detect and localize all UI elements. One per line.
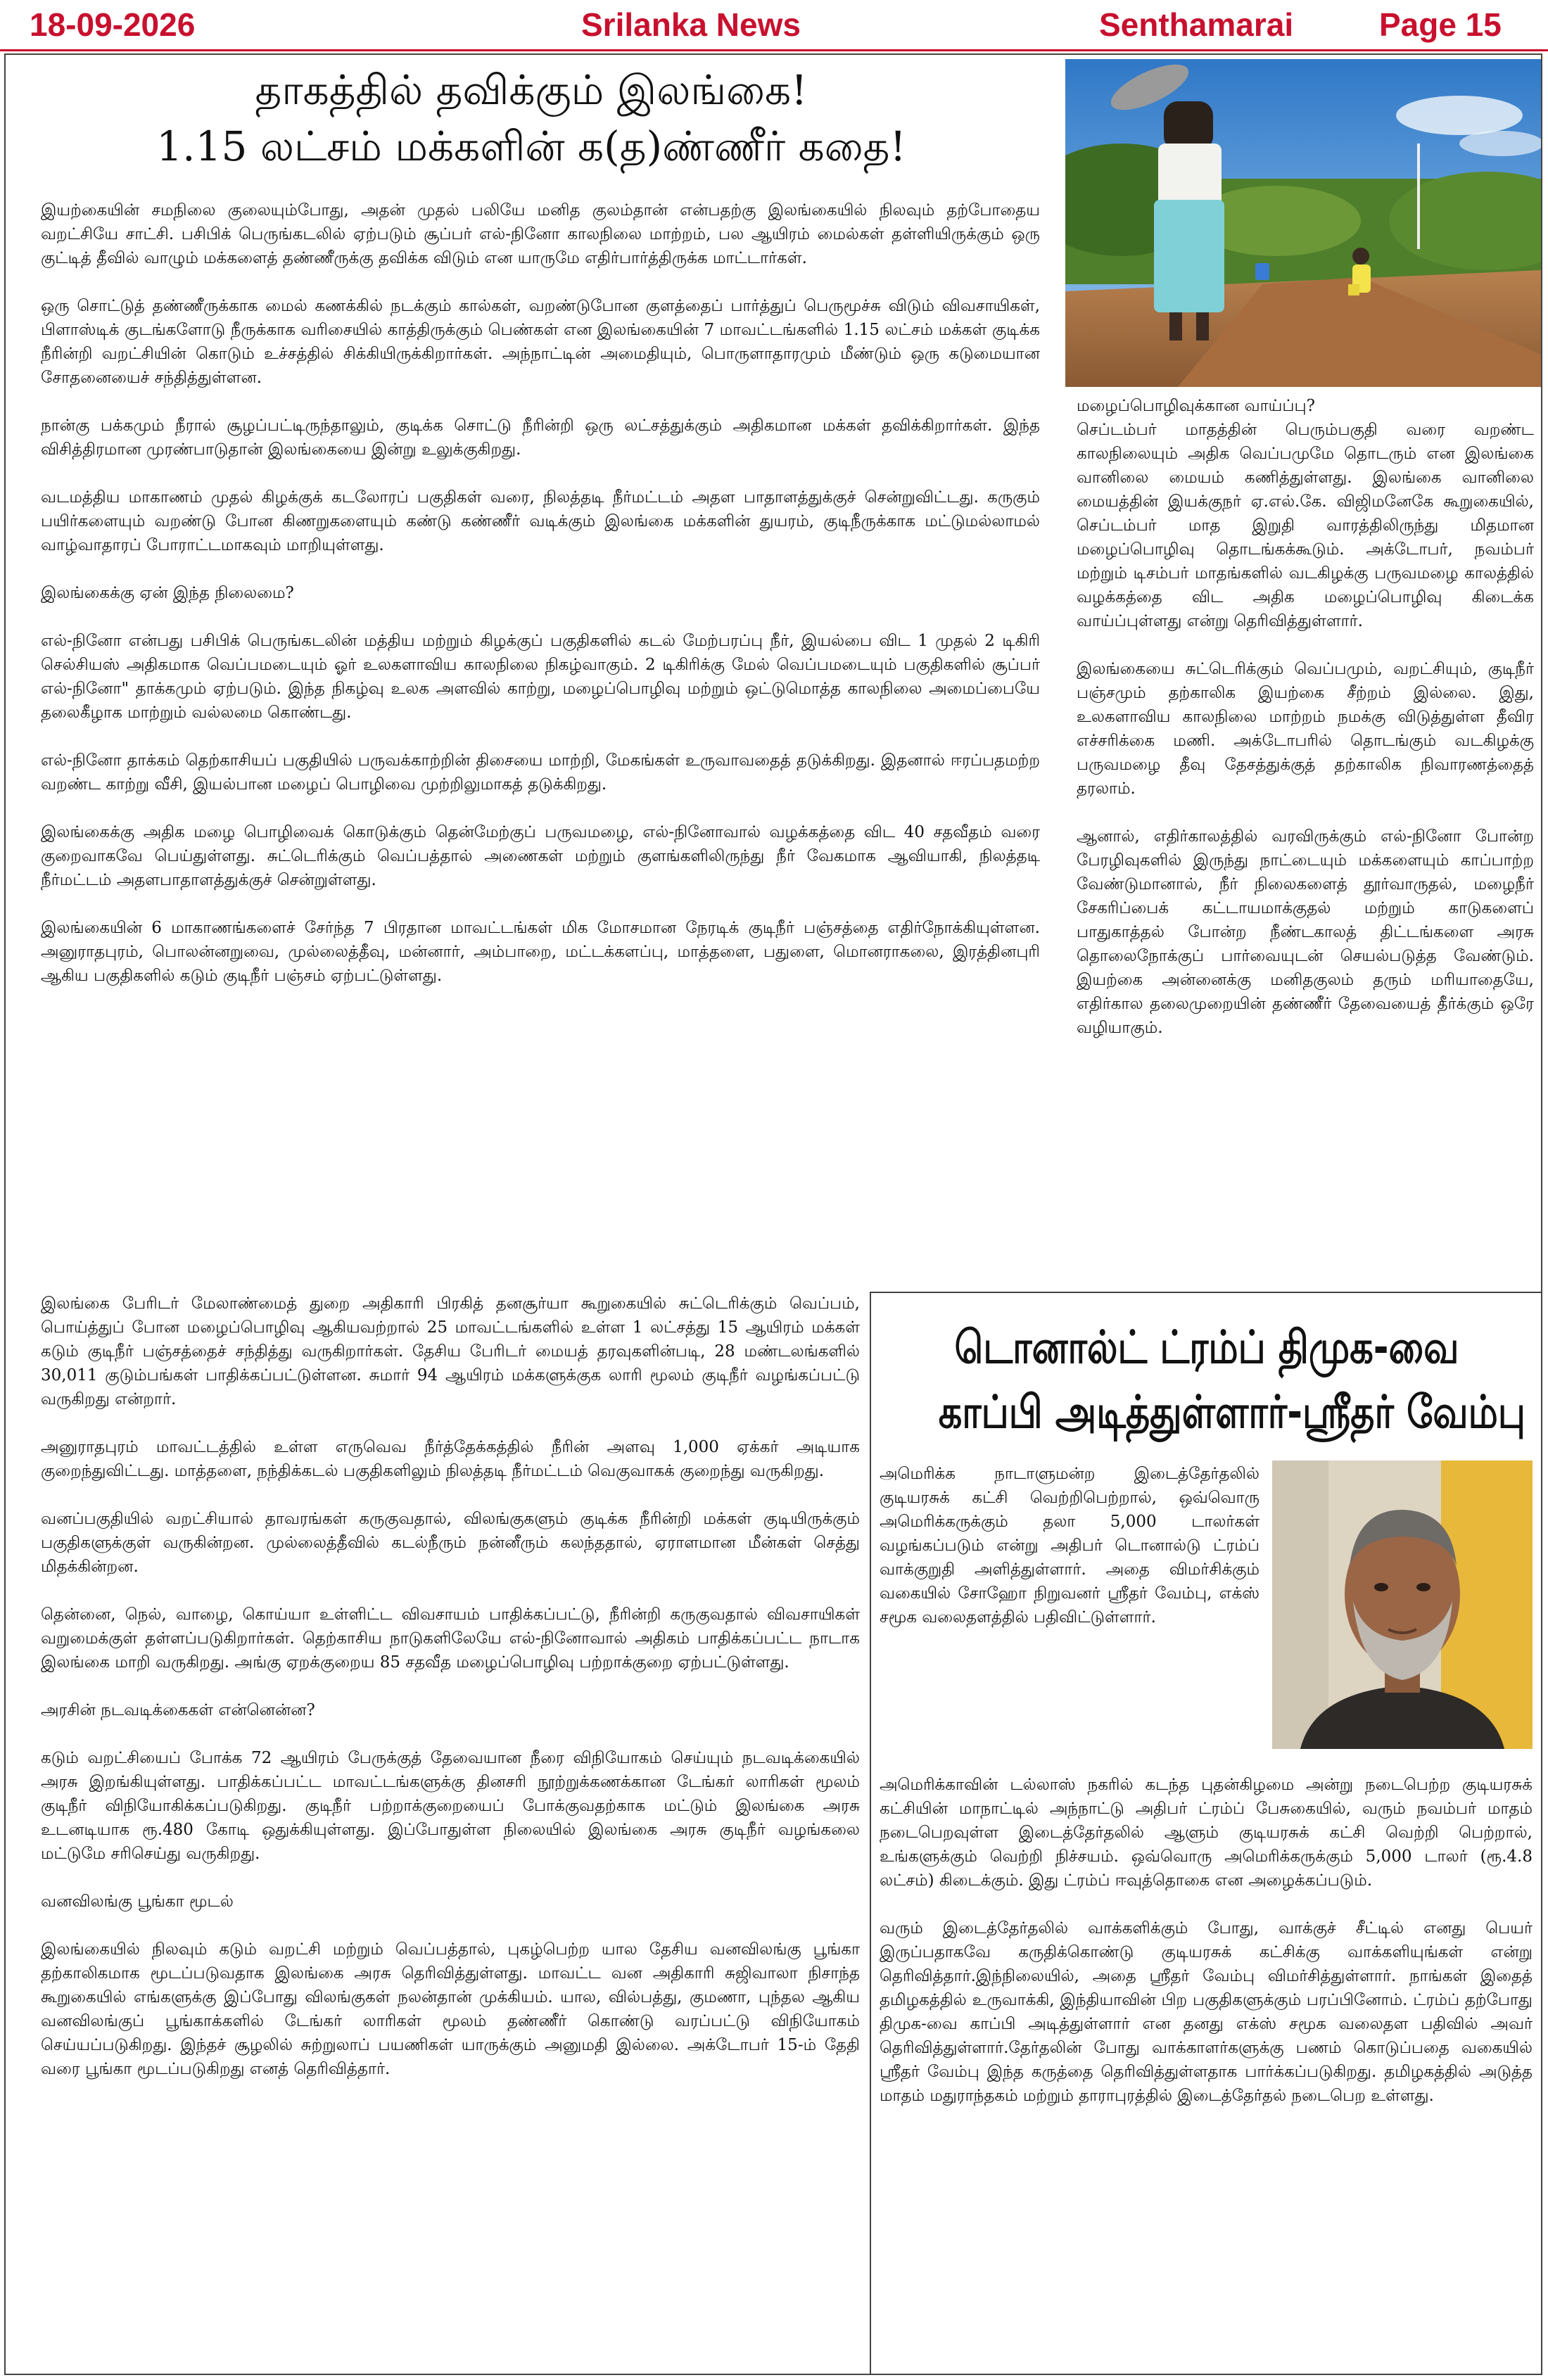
second-headline xyxy=(938,1316,1525,1445)
header-page-number: Page 15 xyxy=(1379,6,1502,43)
main-subheading: இலங்கைக்கு ஏன் இந்த நிலைமை? xyxy=(41,584,294,602)
main-article-body-lower xyxy=(41,1292,860,2105)
main-paragraph: எல்-நினோ தாக்கம் தெற்காசியப் பகுதியில் பருவக்காற்றின் திசையை மாற்றி, மேகங்கள் உருவாவதைத் தடுக்கிறது. இதனால் ஈரப்பதமற்ற வறண்ட காற்று வீசி, இயல்பான மழைப் பொழிவை முற்றிலுமாகத் தடுக்கிறது. xyxy=(41,751,1040,794)
second-paragraph: வரும் இடைத்தேர்தலில் வாக்களிக்கும் போது, வாக்குச் சீட்டில் எனது பெயர் இருப்பதாகவே கருதிக்கொண்டு குடியரசுக் கட்சிக்கு வாக்களியுங்கள் என்று தெரிவித்தார்.இந்நிலையில், அதை ஸ்ரீதர் வேம்பு விமர்சித்துள்ளார். நாங்கள் இதைத் தமிழகத்தில் உருவாக்கி, இந்தியாவின் பிற பகுதிகளுக்கும் பரப்பினோம். ட்ரம்ப் தற்போது திமுக-வை காப்பி அடித்துள்ளார் என தனது எக்ஸ் சமூக வலைதள பதிவில் அவர் தெரிவித்துள்ளார்.தேர்தலின் போது வாக்காளர்களுக்கு பணம் கொடுப்பதை வகையில் ஸ்ரீதர் வேம்பு இந்த கருத்தை தெரிவித்துள்ளதாக பார்க்கப்படுகிறது. தமிழகத்தில் அடுத்த மாதம் மதுராந்தகம் மற்றும் தாராபுரத்தில் இடைத்தேர்தல் நடைபெற உள்ளது. xyxy=(880,1919,1533,2105)
right-column-subheading: மழைப்பொழிவுக்கான வாய்ப்பு? xyxy=(1077,397,1315,415)
second-paragraph: அமெரிக்காவின் டல்லாஸ் நகரில் கடந்த புதன்கிழமை அன்று நடைபெற்ற குடியரசுக் கட்சியின் மாநாட்டில் அந்நாட்டு அதிபர் ட்ரம்ப் பேசுகையில், வரும் நவம்பர் மாதம் நடைபெறவுள்ள இடைத்தேர்தலில் ஆளும் குடியரசுக் கட்சி வெற்றி பெற்றால், உங்களுக்கும் வெற்றி நிச்சயம். ஒவ்வொரு அமெரிக்கருக்கும் 5,000 டாலர் (ரூ.4.8 லட்சம்) கிடைக்கும். இது ட்ரம்ப் ஈவுத்தொகை என அழைக்கப்படும். xyxy=(880,1776,1533,1890)
main-headline-line1: தாகத்தில் தவிக்கும் இலங்கை! xyxy=(255,66,808,114)
main-article-body xyxy=(41,198,1040,1012)
main-paragraph: கடும் வறட்சியைப் போக்க 72 ஆயிரம் பேருக்குத் தேவையான நீரை விநியோகம் செய்யும் நடவடிக்கையில் அரசு இறங்கியுள்ளது. பாதிக்கப்பட்ட மாவட்டங்களுக்கு தினசரி நூற்றுக்கணக்கான டேங்கர் லாரிகள் மூலம் குடிநீர் விநியோகிக்கப்படுகிறது. குடிநீர் பற்றாக்குறையைப் போக்குவதற்காக மட்டும் இலங்கை அரசு உடனடியாக ரூ.480 கோடி ஒதுக்கியுள்ளது. இப்போதுள்ள நிலையில் இலங்கை அரசு குடிநீர் வழங்கலை மட்டுமே சரிசெய்து வருகிறது. xyxy=(41,1749,860,1863)
second-paragraph: அமெரிக்க நாடாளுமன்ற இடைத்தேர்தலில் குடியரசுக் கட்சி வெற்றிபெற்றால், ஒவ்வொரு அமெரிக்கருக்கும் தலா 5,000 டாலர்கள் வழங்கப்படும் என்று அதிபர் டொனால்டு ட்ரம்ப் வாக்குறுதி அளித்துள்ளார். அதை விமர்சிக்கும் வகையில் சோஹோ நிறுவனர் ஸ்ரீதர் வேம்பு, எக்ஸ் சமூக வலைதளத்தில் பதிவிட்டுள்ளார். xyxy=(880,1465,1260,1627)
main-paragraph: இயற்கையின் சமநிலை குலையும்போது, அதன் முதல் பலியே மனித குலம்தான் என்பதற்கு இலங்கையில் நிலவும் தற்போதைய வறட்சியே சாட்சி. பசிபிக் பெருங்கடலில் ஏற்படும் சூப்பர் எல்-நினோ காலநிலை மாற்றம், பல ஆயிரம் மைல்கள் தள்ளியிருக்கும் ஒரு குட்டித் தீவில் வாழும் மக்களைத் தண்ணீருக்கு தவிக்க விடும் என யாருமே எதிர்பார்த்திருக்க மாட்டார்கள். xyxy=(41,201,1040,267)
second-article-intro xyxy=(880,1462,1260,1653)
header-paper-name: Senthamarai xyxy=(1099,6,1294,43)
main-paragraph: வடமத்திய மாகாணம் முதல் கிழக்குக் கடலோரப் பகுதிகள் வரை, நிலத்தடி நீர்மட்டம் அதள பாதாளத்துக்குச் சென்றுவிட்டது. கருகும் பயிர்களையும் வறண்டு போன கிணறுகளையும் கண்டு கண்ணீர் வடிக்கும் இலங்கை மக்களின் துயரம், குடிநீருக்காக மட்டுமல்லாமல் வாழ்வாதாரப் போராட்டமாகவும் மாறியுள்ளது. xyxy=(41,488,1040,554)
sridhar-vembu-portrait xyxy=(1272,1461,1533,1749)
main-paragraph: இலங்கையில் நிலவும் கடும் வறட்சி மற்றும் வெப்பத்தால், புகழ்பெற்ற யால தேசிய வனவிலங்கு பூங்கா தற்காலிகமாக மூடப்படுவதாக இலங்கை அரசு தெரிவித்துள்ளது. மாவட்ட வன அதிகாரி சுஜிவாலா நிசாந்த கூறுகையில் எங்களுக்கு இப்போது விலங்குகள் நலன்தான் முக்கியம். யால, வில்பத்து, குமணா, புந்தல ஆகிய வனவிலங்குப் பூங்காக்களில் டேங்கர் லாரிகள் மூலம் தண்ணீர் கொண்டு வரப்பட்டு விநியோகம் செய்யப்படுகிறது. இந்தச் சூழலில் சுற்றுலாப் பயணிகள் யாருக்கும் அனுமதி இல்லை. அக்டோபர் 15-ம் தேதி வரை பூங்கா மூடப்படுகிறது எனத் தெரிவித்தார். xyxy=(41,1940,860,2078)
header-date: 18-09-2026 xyxy=(30,6,196,43)
second-headline-line1: டொனால்ட் ட்ரம்ப் திமுக-வை xyxy=(954,1322,1459,1374)
main-paragraph: ஒரு சொட்டுத் தண்ணீருக்காக மைல் கணக்கில் நடக்கும் கால்கள், வறண்டுபோன குளத்தைப் பார்த்துப் பெருமூச்சு விடும் விவசாயிகள், பிளாஸ்டிக் குடங்களோடு நீருக்காக வரிசையில் காத்திருக்கும் பெண்கள் என இலங்கையின் 7 மாவட்டங்களில் 1.15 லட்சம் மக்கள் குடிக்க நீரின்றி வறட்சியின் கொடும் உச்சத்தில் சிக்கியிருக்கிறார்கள். அந்நாட்டின் அமைதியும், பொருளாதாரமும் மீண்டும் ஒரு கடுமையான சோதனையைச் சந்தித்துள்ளன. xyxy=(41,297,1040,387)
header-section: Srilanka News xyxy=(581,6,801,43)
main-headline xyxy=(14,62,1048,174)
drought-photo-image xyxy=(1065,59,1541,387)
right-column-body xyxy=(1077,394,1534,1064)
right-column-paragraph: ஆனால், எதிர்காலத்தில் வரவிருக்கும் எல்-நினோ போன்ற பேரழிவுகளில் இருந்து நாட்டையும் மக்களையும் காப்பாற்ற வேண்டுமானால், நீர் நிலைகளைத் தூர்வாருதல், மழைநீர் சேகரிப்பைக் கட்டாயமாக்குதல் மற்றும் காடுகளைப் பாதுகாத்தல் போன்ற நீண்டகாலத் திட்டங்களை அரசு தொலைநோக்குப் பார்வையுடன் செயல்படுத்த வேண்டும். இயற்கை அன்னைக்கு மனிதகுலம் தரும் மரியாதையே, எதிர்கால தலைமுறையின் தண்ணீர் தேவையைத் தீர்க்கும் ஒரே வழியாகும். xyxy=(1077,827,1534,1037)
main-subheading: அரசின் நடவடிக்கைகள் என்னென்ன? xyxy=(41,1701,315,1719)
second-headline-line2: காப்பி அடித்துள்ளார்-ஸ்ரீதர் வேம்பு xyxy=(938,1387,1525,1439)
sridhar-vembu-photo xyxy=(1272,1461,1533,1749)
main-paragraph: நான்கு பக்கமும் நீரால் சூழப்பட்டிருந்தாலும், குடிக்க சொட்டு நீரின்றி ஒரு லட்சத்துக்கும் அதிகமான மக்கள் தவிக்கிறார்கள். இந்த விசித்திரமான முரண்பாடுதான் இலங்கையை இன்று உலுக்குகிறது. xyxy=(41,416,1040,459)
main-paragraph: தென்னை, நெல், வாழை, கொய்யா உள்ளிட்ட விவசாயம் பாதிக்கப்பட்டு, நீரின்றி கருகுவதால் விவசாயிகள் வறுமைக்குள் தள்ளப்படுகிறார்கள். தெற்காசிய நாடுகளிலேயே எல்-நினோவால் அதிகம் பாதிக்கப்பட்ட நாடாக இலங்கை மாறி வருகிறது. அங்கு ஏறக்குறைய 85 சதவீத மழைப்பொழிவு பற்றாக்குறை ஏற்பட்டுள்ளது. xyxy=(41,1605,860,1672)
main-paragraph: இலங்கை பேரிடர் மேலாண்மைத் துறை அதிகாரி பிரகித் தனசூர்யா கூறுகையில் சுட்டெரிக்கும் வெப்பம், பொய்த்துப் போன மழைப்பொழிவு ஆகியவற்றால் 25 மாவட்டங்களில் உள்ள 1 லட்சத்து 15 ஆயிரம் மக்கள் கடும் குடிநீர் பஞ்சத்தைச் சந்தித்து வருகிறார்கள். தேசிய பேரிடர் மையத் தரவுகளின்படி, 28 மண்டலங்களில் 30,011 குடும்பங்கள் பாதிக்கப்பட்டுள்ளன. சுமார் 94 ஆயிரம் மக்களுக்குக லாரி மூலம் குடிநீர் வழங்கப்பட்டு வருகிறது என்றார். xyxy=(41,1294,860,1408)
page-header xyxy=(0,0,1548,51)
drought-photo xyxy=(1065,59,1541,387)
main-paragraph: அனுராதபுரம் மாவட்டத்தில் உள்ள எருவெவ நீர்த்தேக்கத்தில் நீரின் அளவு 1,000 ஏக்கர் அடியாக குறைந்துவிட்டது. மாத்தளை, நந்திக்கடல் பகுதிகளிலும் நிலத்தடி நீர்மட்டம் வெகுவாகக் குறைந்து வருகிறது. xyxy=(41,1438,860,1480)
right-column-paragraph: செப்டம்பர் மாதத்தின் பெரும்பகுதி வரை வறண்ட காலநிலையும் அதிக வெப்பமுமே தொடரும் என இலங்கை வானிலை மையம் கணித்துள்ளது. இலங்கை வானிலை மையத்தின் இயக்குநர் ஏ.எல்.கே. விஜிமனேகே கூறுகையில், செப்டம்பர் மாத இறுதி வாரத்திலிருந்து மிதமான மழைப்பொழிவு தொடங்கக்கூடும். அக்டோபர், நவம்பர் மற்றும் டிசம்பர் மாதங்களில் வடகிழக்கு பருவமழை காலத்தில் வழக்கத்தை விட அதிக மழைப்பொழிவு கிடைக்க வாய்ப்புள்ளது என்று தெரிவித்துள்ளார். xyxy=(1077,421,1534,630)
main-paragraph: இலங்கைக்கு அதிக மழை பொழிவைக் கொடுக்கும் தென்மேற்குப் பருவமழை, எல்-நினோவால் வழக்கத்தை விட 40 சதவீதம் வரை குறைவாகவே பெய்துள்ளது. சுட்டெரிக்கும் வெப்பத்தால் அணைகள் மற்றும் குளங்களிலிருந்து நீர் வேகமாக ஆவியாகி, நிலத்தடி நீர்மட்டம் அதளபாதாளத்துக்குச் சென்றுள்ளது. xyxy=(41,823,1040,889)
main-paragraph: வனப்பகுதியில் வறட்சியால் தாவரங்கள் கருகுவதால், விலங்குகளும் குடிக்க நீரின்றி மக்கள் குடியிருக்கும் பகுதிகளுக்குள் வருகின்றன. முல்லைத்தீவில் கடல்நீரும் நன்னீரும் கலந்ததால், ஏராளமான மீன்கள் செத்து மிதக்கின்றன. xyxy=(41,1510,860,1576)
main-subheading: வனவிலங்கு பூங்கா மூடல் xyxy=(41,1892,234,1911)
main-paragraph: எல்-நினோ என்பது பசிபிக் பெருங்கடலின் மத்திய மற்றும் கிழக்குப் பகுதிகளில் கடல் மேற்பரப்பு நீர், இயல்பை விட 1 முதல் 2 டிகிரி செல்சியஸ் அதிகமாக வெப்பமடையும் ஓர் உலகளாவிய காலநிலை நிகழ்வாகும். 2 டிகிரிக்கு மேல் வெப்பமடையும் பகுதிகளில் சூப்பர் எல்-நினோ" தாக்கமும் ஏற்படும். இந்த நிகழ்வு உலக அளவில் காற்று, மழைப்பொழிவு மற்றும் ஒட்டுமொத்த காலநிலை அமைப்பையே தலைகீழாக மாற்றும் வல்லமை கொண்டது. xyxy=(41,632,1040,722)
right-column-paragraph: இலங்கையை சுட்டெரிக்கும் வெப்பமும், வறட்சியும், குடிநீர் பஞ்சமும் தற்காலிக இயற்கை சீற்றம் இல்லை. இது, உலகளாவிய காலநிலை மாற்றம் நமக்கு விடுத்துள்ள தீவிர எச்சரிக்கை மணி. அக்டோபரில் தொடங்கும் வடகிழக்கு பருவமழை தீவு தேசத்துக்குத் தற்காலிக நிவாரணத்தைத் தரலாம். xyxy=(1077,660,1534,798)
main-headline-line2: 1.15 லட்சம் மக்களின் க(த)ண்ணீர் கதை! xyxy=(156,122,906,170)
main-paragraph: இலங்கையின் 6 மாகாணங்களைச் சேர்ந்த 7 பிரதான மாவட்டங்கள் மிக மோசமான நேரடிக் குடிநீர் பஞ்சத்தை எதிர்நோக்கியுள்ளன. அனுராதபுரம், பொலன்னறுவை, முல்லைத்தீவு, மன்னார், அம்பாறை, மட்டக்களப்பு, மாத்தளை, பதுளை, மொனராகலை, இரத்தினபுரி ஆகிய பகுதிகளில் கடும் குடிநீர் பஞ்சம் ஏற்பட்டுள்ளது. xyxy=(41,919,1040,985)
second-article-body xyxy=(880,1773,1533,2132)
